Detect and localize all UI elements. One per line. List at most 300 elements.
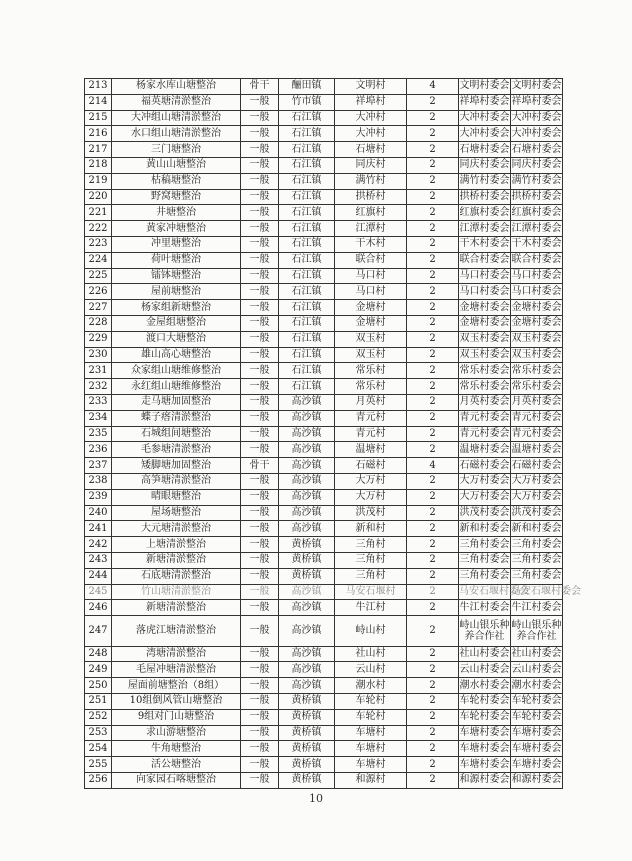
- management-unit-cell: 车塘村委会: [511, 757, 563, 773]
- owner-unit-cell: 文明村委会: [459, 79, 511, 95]
- category-cell: 一般: [241, 725, 279, 741]
- village-cell: 双玉村: [335, 331, 407, 347]
- owner-unit-cell: 石塘村委会: [459, 142, 511, 158]
- management-unit-cell: 和源村委会: [511, 773, 563, 789]
- project-name-cell: 9组对门山塘整治: [112, 709, 241, 725]
- table-row: [85, 410, 563, 426]
- amount-cell: 2: [407, 552, 459, 568]
- category-cell: 一般: [241, 394, 279, 410]
- amount-cell: 2: [407, 678, 459, 694]
- management-unit-cell: 马口村委会: [511, 284, 563, 300]
- row-number-cell: 235: [85, 426, 112, 442]
- category-cell: 一般: [241, 521, 279, 537]
- project-name-cell: 矮脚塘加固整治: [112, 458, 241, 474]
- town-cell: 黄桥镇: [279, 773, 335, 789]
- owner-unit-cell: 大冲村委会: [459, 126, 511, 142]
- row-number-cell: 216: [85, 126, 112, 142]
- amount-cell: 2: [407, 236, 459, 252]
- category-cell: 一般: [241, 616, 279, 647]
- category-cell: 一般: [241, 157, 279, 173]
- village-cell: 潮水村: [335, 678, 407, 694]
- town-cell: 高沙镇: [279, 410, 335, 426]
- management-unit-cell: 潮水村委会: [511, 678, 563, 694]
- table-row: [85, 110, 563, 126]
- table-row: [85, 315, 563, 331]
- table-row: [85, 347, 563, 363]
- project-name-cell: 杨家水库山塘整治: [112, 79, 241, 95]
- table-row: [85, 236, 563, 252]
- row-number-cell: 250: [85, 678, 112, 694]
- town-cell: 石江镇: [279, 205, 335, 221]
- town-cell: 石江镇: [279, 236, 335, 252]
- project-name-cell: 蝶子瘩清淤整治: [112, 410, 241, 426]
- village-cell: 三角村: [335, 537, 407, 553]
- table-row: [85, 94, 563, 110]
- village-cell: 大冲村: [335, 110, 407, 126]
- owner-unit-cell: 车轮村委会: [459, 709, 511, 725]
- row-number-cell: 231: [85, 363, 112, 379]
- village-cell: 金塘村: [335, 315, 407, 331]
- village-cell: 青元村: [335, 410, 407, 426]
- amount-cell: 2: [407, 110, 459, 126]
- management-unit-cell: 青元村委会: [511, 410, 563, 426]
- row-number-cell: 222: [85, 221, 112, 237]
- town-cell: 高沙镇: [279, 505, 335, 521]
- row-number-cell: 225: [85, 268, 112, 284]
- row-number-cell: 218: [85, 157, 112, 173]
- row-number-cell: 220: [85, 189, 112, 205]
- row-number-cell: 230: [85, 347, 112, 363]
- owner-unit-cell: 车轮村委会: [459, 694, 511, 710]
- town-cell: 石江镇: [279, 252, 335, 268]
- category-cell: 一般: [241, 94, 279, 110]
- amount-cell: 2: [407, 568, 459, 584]
- town-cell: 酾田镇: [279, 79, 335, 95]
- amount-cell: 2: [407, 189, 459, 205]
- village-cell: 三角村: [335, 568, 407, 584]
- category-cell: 一般: [241, 363, 279, 379]
- project-name-cell: 落虎江塘清淤整治: [112, 616, 241, 647]
- owner-unit-cell: 马口村委会: [459, 268, 511, 284]
- row-number-cell: 223: [85, 236, 112, 252]
- management-unit-cell: 大冲村委会: [511, 110, 563, 126]
- category-cell: 一般: [241, 773, 279, 789]
- management-unit-cell: 石磁村委会: [511, 458, 563, 474]
- amount-cell: 2: [407, 142, 459, 158]
- amount-cell: 2: [407, 505, 459, 521]
- category-cell: 一般: [241, 379, 279, 395]
- project-name-cell: 屋面前塘整治（8组）: [112, 678, 241, 694]
- amount-cell: 2: [407, 757, 459, 773]
- row-number-cell: 221: [85, 205, 112, 221]
- village-cell: 同庆村: [335, 157, 407, 173]
- table-row: [85, 600, 563, 616]
- category-cell: 一般: [241, 284, 279, 300]
- owner-unit-cell: 三角村委会: [459, 552, 511, 568]
- project-name-cell: 井塘整治: [112, 205, 241, 221]
- town-cell: 高沙镇: [279, 646, 335, 662]
- management-unit-cell: 干木村委会: [511, 236, 563, 252]
- row-number-cell: 256: [85, 773, 112, 789]
- village-cell: 拱桥村: [335, 189, 407, 205]
- table-row: [85, 252, 563, 268]
- town-cell: 黄桥镇: [279, 757, 335, 773]
- table-row: [85, 363, 563, 379]
- project-name-cell: 高笋塘清淤整治: [112, 473, 241, 489]
- category-cell: 一般: [241, 315, 279, 331]
- management-unit-cell: 大冲村委会: [511, 126, 563, 142]
- owner-unit-cell: 大冲村委会: [459, 110, 511, 126]
- village-cell: 车塘村: [335, 725, 407, 741]
- town-cell: 高沙镇: [279, 662, 335, 678]
- management-unit-cell: 马安石堰村委会: [511, 584, 563, 600]
- category-cell: 一般: [241, 694, 279, 710]
- owner-unit-cell: 车塘村委会: [459, 757, 511, 773]
- project-name-cell: 求山游塘整治: [112, 725, 241, 741]
- table-row: [85, 458, 563, 474]
- town-cell: 石江镇: [279, 363, 335, 379]
- category-cell: 一般: [241, 662, 279, 678]
- management-unit-cell: 云山村委会: [511, 662, 563, 678]
- category-cell: 一般: [241, 757, 279, 773]
- owner-unit-cell: 社山村委会: [459, 646, 511, 662]
- amount-cell: 2: [407, 521, 459, 537]
- category-cell: 一般: [241, 331, 279, 347]
- table-row: [85, 268, 563, 284]
- owner-unit-cell: 干木村委会: [459, 236, 511, 252]
- table-row: [85, 709, 563, 725]
- owner-unit-cell: 联合村委会: [459, 252, 511, 268]
- row-number-cell: 255: [85, 757, 112, 773]
- management-unit-cell: 石塘村委会: [511, 142, 563, 158]
- town-cell: 石江镇: [279, 126, 335, 142]
- category-cell: 一般: [241, 236, 279, 252]
- owner-unit-cell: 大万村委会: [459, 489, 511, 505]
- management-unit-cell: 常乐村委会: [511, 363, 563, 379]
- amount-cell: 2: [407, 205, 459, 221]
- village-cell: 双玉村: [335, 347, 407, 363]
- row-number-cell: 217: [85, 142, 112, 158]
- management-unit-cell: 车轮村委会: [511, 694, 563, 710]
- amount-cell: 2: [407, 268, 459, 284]
- amount-cell: 2: [407, 725, 459, 741]
- table-row: [85, 537, 563, 553]
- row-number-cell: 236: [85, 442, 112, 458]
- project-name-cell: 黄山山塘整治: [112, 157, 241, 173]
- amount-cell: 2: [407, 284, 459, 300]
- page-number: 10: [309, 792, 323, 805]
- owner-unit-cell: 峙山银乐种养合作社: [459, 616, 511, 647]
- table-row: [85, 616, 563, 647]
- owner-unit-cell: 大万村委会: [459, 473, 511, 489]
- town-cell: 高沙镇: [279, 442, 335, 458]
- row-number-cell: 215: [85, 110, 112, 126]
- table-row: [85, 694, 563, 710]
- owner-unit-cell: 红旗村委会: [459, 205, 511, 221]
- project-name-cell: 石底塘清淤整治: [112, 568, 241, 584]
- project-name-cell: 杨家组新塘整治: [112, 300, 241, 316]
- table-row: [85, 725, 563, 741]
- table-row: [85, 379, 563, 395]
- village-cell: 大万村: [335, 489, 407, 505]
- owner-unit-cell: 江潭村委会: [459, 221, 511, 237]
- town-cell: 黄桥镇: [279, 537, 335, 553]
- category-cell: 骨干: [241, 79, 279, 95]
- table-row: [85, 584, 563, 600]
- village-cell: 云山村: [335, 662, 407, 678]
- village-cell: 大万村: [335, 473, 407, 489]
- amount-cell: 2: [407, 157, 459, 173]
- owner-unit-cell: 双玉村委会: [459, 347, 511, 363]
- project-name-cell: 永红组山塘维修整治: [112, 379, 241, 395]
- category-cell: 一般: [241, 646, 279, 662]
- project-name-cell: 雄山高心塘整治: [112, 347, 241, 363]
- owner-unit-cell: 常乐村委会: [459, 363, 511, 379]
- amount-cell: 2: [407, 379, 459, 395]
- town-cell: 高沙镇: [279, 489, 335, 505]
- amount-cell: 2: [407, 126, 459, 142]
- category-cell: 一般: [241, 426, 279, 442]
- village-cell: 峙山村: [335, 616, 407, 647]
- table-row: [85, 568, 563, 584]
- owner-unit-cell: 满竹村委会: [459, 173, 511, 189]
- owner-unit-cell: 新和村委会: [459, 521, 511, 537]
- table-row: [85, 142, 563, 158]
- category-cell: 一般: [241, 678, 279, 694]
- village-cell: 和源村: [335, 773, 407, 789]
- project-name-cell: 大冲组山塘清淤整治: [112, 110, 241, 126]
- owner-unit-cell: 云山村委会: [459, 662, 511, 678]
- owner-unit-cell: 温塘村委会: [459, 442, 511, 458]
- town-cell: 石江镇: [279, 142, 335, 158]
- town-cell: 高沙镇: [279, 473, 335, 489]
- management-unit-cell: 大万村委会: [511, 489, 563, 505]
- row-number-cell: 243: [85, 552, 112, 568]
- row-number-cell: 226: [85, 284, 112, 300]
- table-row: [85, 662, 563, 678]
- town-cell: 石江镇: [279, 157, 335, 173]
- category-cell: 一般: [241, 347, 279, 363]
- amount-cell: 2: [407, 94, 459, 110]
- row-number-cell: 253: [85, 725, 112, 741]
- project-name-cell: 黄家冲塘整治: [112, 221, 241, 237]
- town-cell: 黄桥镇: [279, 741, 335, 757]
- village-cell: 温塘村: [335, 442, 407, 458]
- town-cell: 石江镇: [279, 173, 335, 189]
- town-cell: 石江镇: [279, 300, 335, 316]
- row-number-cell: 234: [85, 410, 112, 426]
- table-row: [85, 126, 563, 142]
- project-name-cell: 水口组山塘清淤整治: [112, 126, 241, 142]
- category-cell: 一般: [241, 142, 279, 158]
- project-name-cell: 冲里塘整治: [112, 236, 241, 252]
- owner-unit-cell: 潮水村委会: [459, 678, 511, 694]
- management-unit-cell: 牛江村委会: [511, 600, 563, 616]
- village-cell: 常乐村: [335, 363, 407, 379]
- town-cell: 高沙镇: [279, 521, 335, 537]
- table-row: [85, 300, 563, 316]
- owner-unit-cell: 金塘村委会: [459, 300, 511, 316]
- project-name-cell: 福英塘清淤整治: [112, 94, 241, 110]
- management-unit-cell: 车轮村委会: [511, 709, 563, 725]
- management-unit-cell: 社山村委会: [511, 646, 563, 662]
- category-cell: 骨干: [241, 458, 279, 474]
- village-cell: 车轮村: [335, 709, 407, 725]
- row-number-cell: 238: [85, 473, 112, 489]
- row-number-cell: 245: [85, 584, 112, 600]
- management-unit-cell: 三角村委会: [511, 568, 563, 584]
- row-number-cell: 229: [85, 331, 112, 347]
- row-number-cell: 213: [85, 79, 112, 95]
- row-number-cell: 254: [85, 741, 112, 757]
- project-name-cell: 枯稿塘整治: [112, 173, 241, 189]
- management-unit-cell: 满竹村委会: [511, 173, 563, 189]
- project-name-cell: 新塘清淤整治: [112, 600, 241, 616]
- management-unit-cell: 金塘村委会: [511, 300, 563, 316]
- table-row: [85, 773, 563, 789]
- row-number-cell: 227: [85, 300, 112, 316]
- owner-unit-cell: 常乐村委会: [459, 379, 511, 395]
- category-cell: 一般: [241, 221, 279, 237]
- table-row: [85, 442, 563, 458]
- project-name-cell: 10组倒风管山塘整治: [112, 694, 241, 710]
- village-cell: 洪茂村: [335, 505, 407, 521]
- category-cell: 一般: [241, 600, 279, 616]
- category-cell: 一般: [241, 110, 279, 126]
- project-name-cell: 活公塘整治: [112, 757, 241, 773]
- amount-cell: 2: [407, 709, 459, 725]
- project-name-cell: 石城组间塘整治: [112, 426, 241, 442]
- table-row: [85, 331, 563, 347]
- management-unit-cell: 金塘村委会: [511, 315, 563, 331]
- row-number-cell: 252: [85, 709, 112, 725]
- owner-unit-cell: 车塘村委会: [459, 725, 511, 741]
- project-table: [84, 78, 581, 789]
- amount-cell: 2: [407, 173, 459, 189]
- category-cell: 一般: [241, 741, 279, 757]
- owner-unit-cell: 三角村委会: [459, 568, 511, 584]
- village-cell: 牛江村: [335, 600, 407, 616]
- row-number-cell: 219: [85, 173, 112, 189]
- amount-cell: 2: [407, 221, 459, 237]
- row-number-cell: 251: [85, 694, 112, 710]
- town-cell: 石江镇: [279, 284, 335, 300]
- village-cell: 石磁村: [335, 458, 407, 474]
- table-row: [85, 284, 563, 300]
- row-number-cell: 240: [85, 505, 112, 521]
- owner-unit-cell: 同庆村委会: [459, 157, 511, 173]
- village-cell: 常乐村: [335, 379, 407, 395]
- row-number-cell: 242: [85, 537, 112, 553]
- village-cell: 马口村: [335, 268, 407, 284]
- category-cell: 一般: [241, 568, 279, 584]
- town-cell: 黄桥镇: [279, 552, 335, 568]
- category-cell: 一般: [241, 473, 279, 489]
- project-name-cell: 屋前塘整治: [112, 284, 241, 300]
- management-unit-cell: 红旗村委会: [511, 205, 563, 221]
- amount-cell: 2: [407, 646, 459, 662]
- management-unit-cell: 文明村委会: [511, 79, 563, 95]
- village-cell: 联合村: [335, 252, 407, 268]
- town-cell: 高沙镇: [279, 678, 335, 694]
- amount-cell: 2: [407, 347, 459, 363]
- town-cell: 黄桥镇: [279, 725, 335, 741]
- amount-cell: 2: [407, 600, 459, 616]
- management-unit-cell: 车塘村委会: [511, 741, 563, 757]
- village-cell: 文明村: [335, 79, 407, 95]
- village-cell: 马口村: [335, 284, 407, 300]
- management-unit-cell: 祥埠村委会: [511, 94, 563, 110]
- village-cell: 江潭村: [335, 221, 407, 237]
- table-row: [85, 79, 563, 95]
- amount-cell: 2: [407, 252, 459, 268]
- amount-cell: 2: [407, 741, 459, 757]
- category-cell: 一般: [241, 552, 279, 568]
- row-number-cell: 224: [85, 252, 112, 268]
- management-unit-cell: 峙山银乐种养合作社: [511, 616, 563, 647]
- village-cell: 干木村: [335, 236, 407, 252]
- table-body: [85, 79, 581, 789]
- owner-unit-cell: 牛江村委会: [459, 600, 511, 616]
- amount-cell: 2: [407, 537, 459, 553]
- table-row: [85, 426, 563, 442]
- category-cell: 一般: [241, 268, 279, 284]
- town-cell: 石江镇: [279, 268, 335, 284]
- owner-unit-cell: 马安石堰村委会: [459, 584, 511, 600]
- row-number-cell: 244: [85, 568, 112, 584]
- village-cell: 车轮村: [335, 694, 407, 710]
- project-name-cell: 屋场塘整治: [112, 505, 241, 521]
- category-cell: 一般: [241, 537, 279, 553]
- town-cell: 石江镇: [279, 379, 335, 395]
- category-cell: 一般: [241, 442, 279, 458]
- town-cell: 石江镇: [279, 189, 335, 205]
- owner-unit-cell: 月英村委会: [459, 394, 511, 410]
- project-name-cell: 上塘清淤整治: [112, 537, 241, 553]
- management-unit-cell: 拱桥村委会: [511, 189, 563, 205]
- table-row: [85, 757, 563, 773]
- town-cell: 石江镇: [279, 110, 335, 126]
- row-number-cell: 249: [85, 662, 112, 678]
- town-cell: 高沙镇: [279, 600, 335, 616]
- owner-unit-cell: 车塘村委会: [459, 741, 511, 757]
- row-number-cell: 247: [85, 616, 112, 647]
- amount-cell: 2: [407, 315, 459, 331]
- village-cell: 大冲村: [335, 126, 407, 142]
- table-row: [85, 521, 563, 537]
- row-number-cell: 239: [85, 489, 112, 505]
- category-cell: 一般: [241, 410, 279, 426]
- town-cell: 石江镇: [279, 347, 335, 363]
- category-cell: 一般: [241, 252, 279, 268]
- village-cell: 满竹村: [335, 173, 407, 189]
- project-name-cell: 毛屋冲塘清淤整治: [112, 662, 241, 678]
- row-number-cell: 233: [85, 394, 112, 410]
- owner-unit-cell: 青元村委会: [459, 426, 511, 442]
- village-cell: 马安石堰村: [335, 584, 407, 600]
- management-unit-cell: 青元村委会: [511, 426, 563, 442]
- town-cell: 黄桥镇: [279, 694, 335, 710]
- management-unit-cell: 三角村委会: [511, 537, 563, 553]
- management-unit-cell: 马口村委会: [511, 268, 563, 284]
- table-row: [85, 173, 563, 189]
- project-name-cell: 毛参塘清淤整治: [112, 442, 241, 458]
- amount-cell: 2: [407, 489, 459, 505]
- table-row: [85, 678, 563, 694]
- project-name-cell: 晴眼塘整治: [112, 489, 241, 505]
- village-cell: 祥埠村: [335, 94, 407, 110]
- management-unit-cell: 双玉村委会: [511, 347, 563, 363]
